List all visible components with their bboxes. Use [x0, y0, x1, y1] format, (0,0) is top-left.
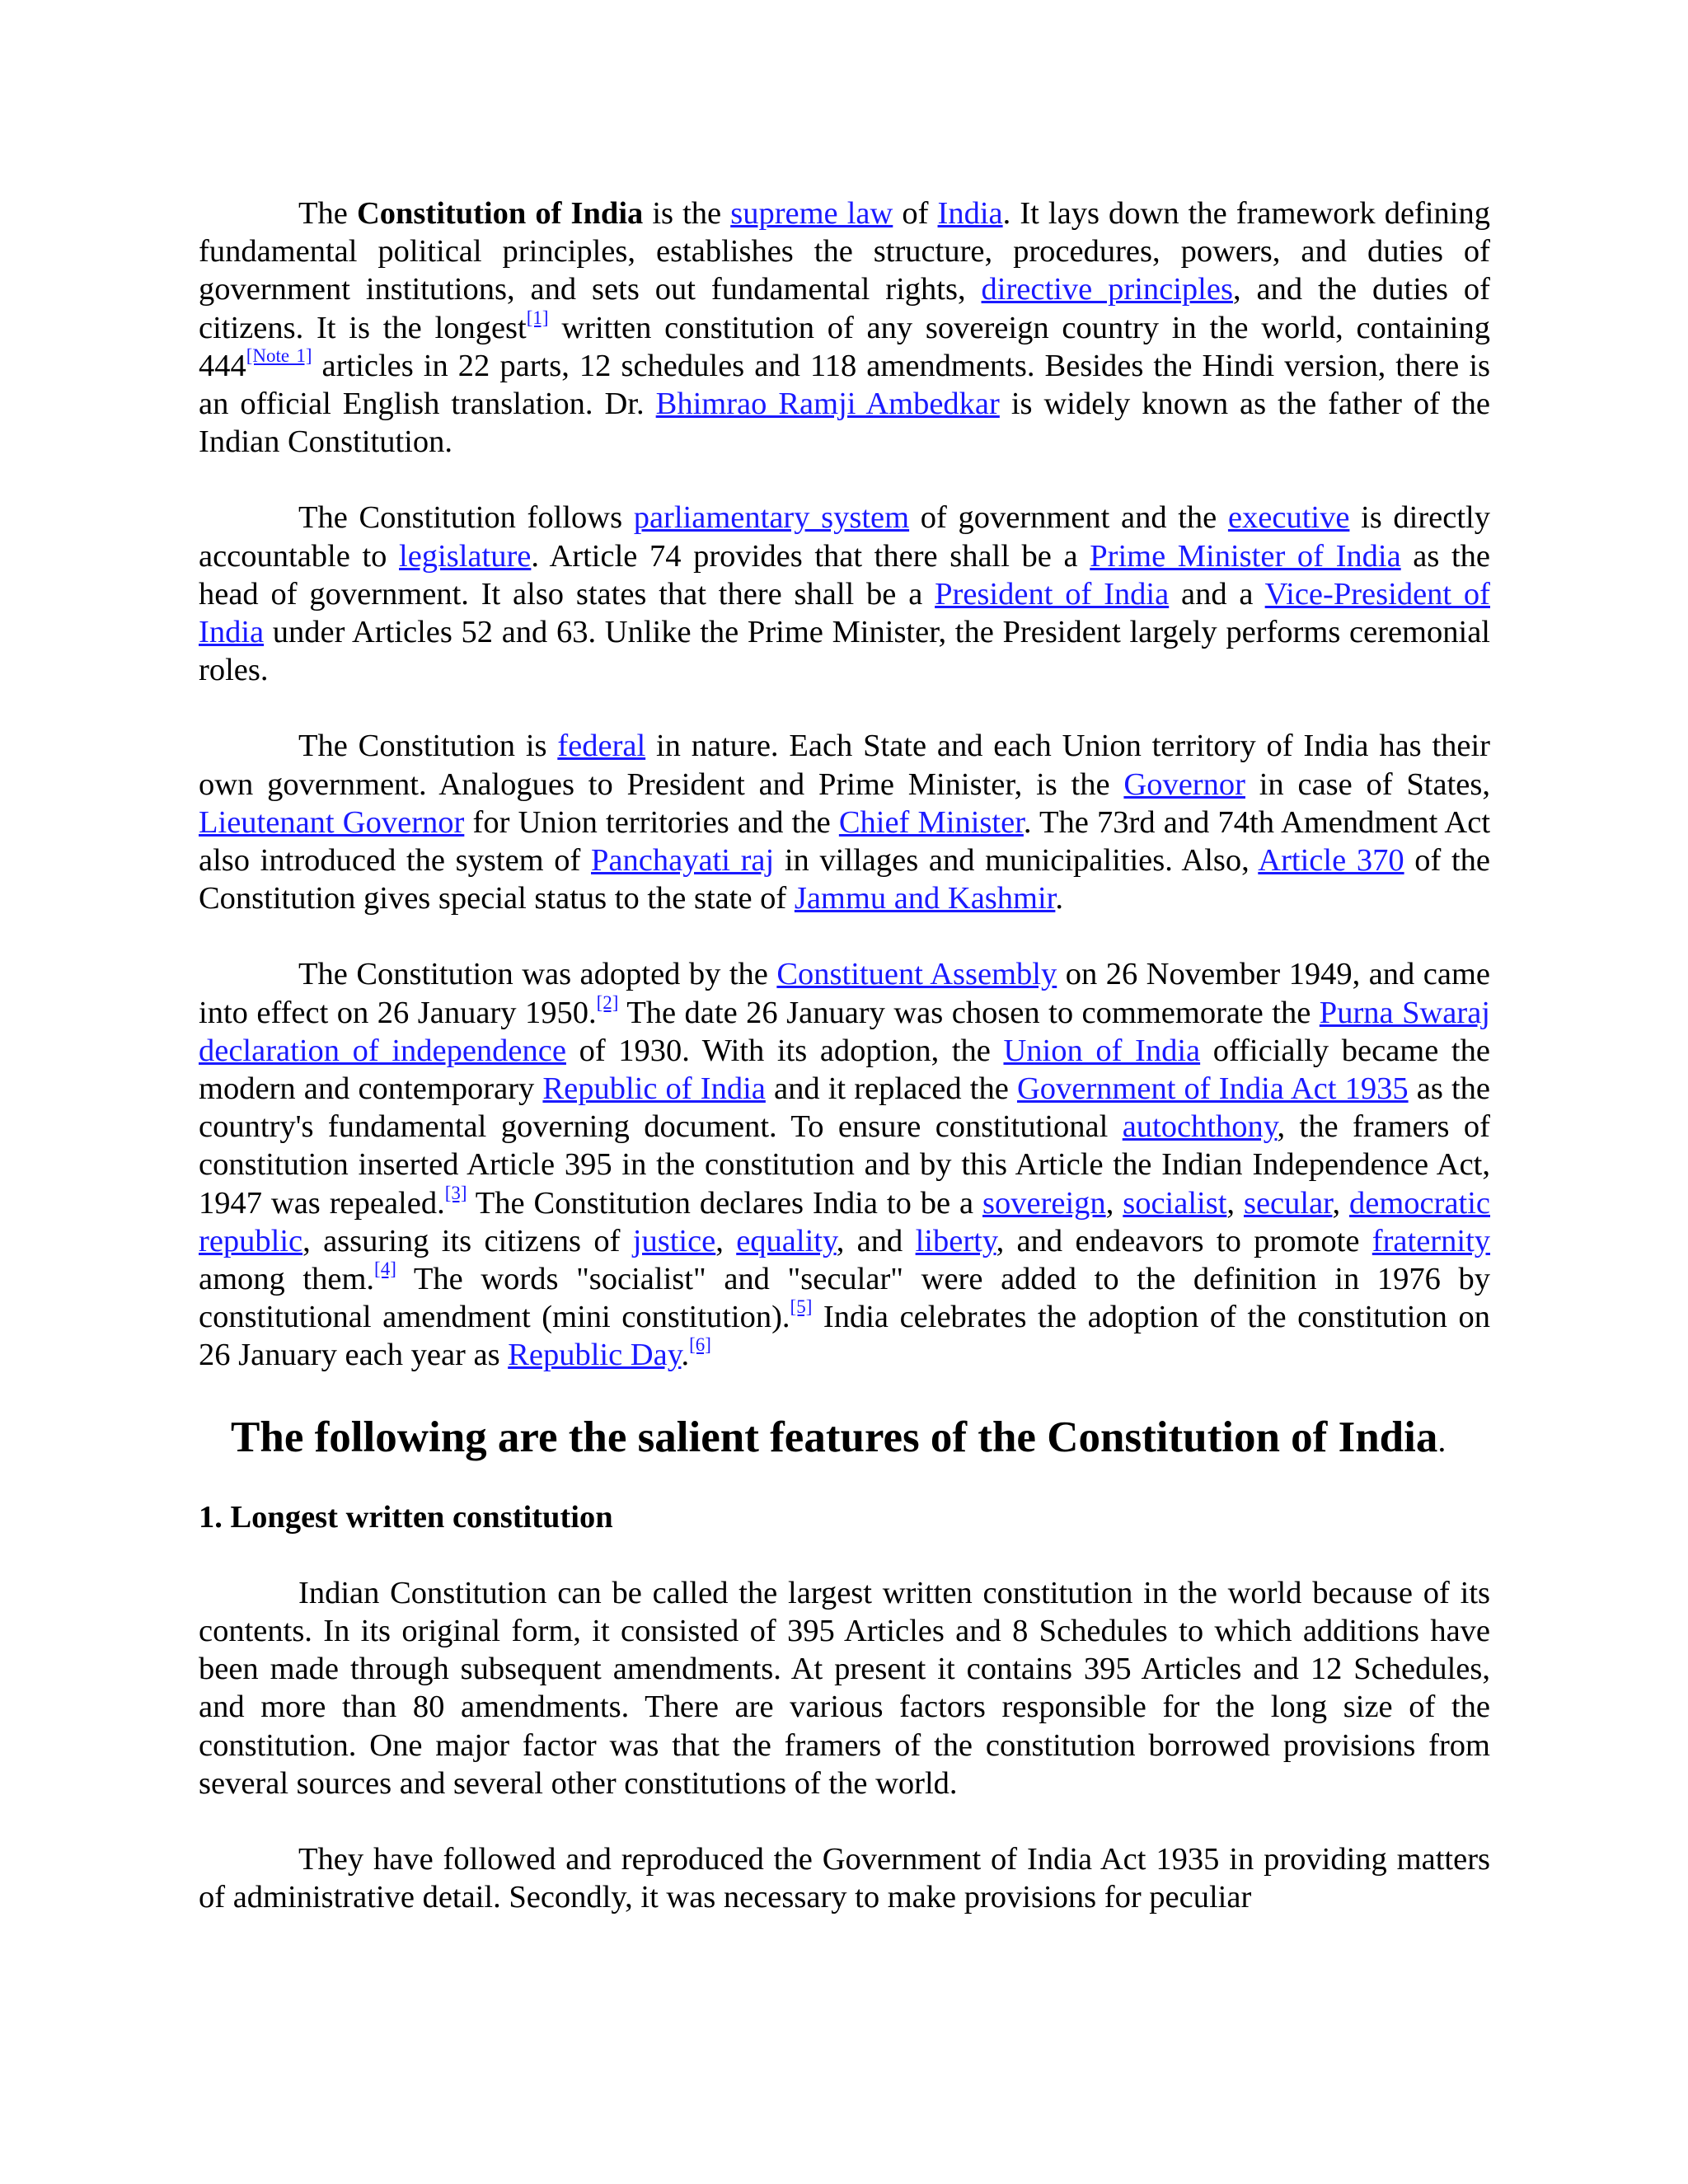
paragraph-adoption: The Constitution was adopted by the Constituent Assembly on 26 November 1949, and came into effect on 26 January 1950.[2] The date 26 January was chosen to commemorate the Purna Swaraj declaration of independence of 1930. With its adoption, the Union of India officially became the modern and contemporary Republic of India and it replaced the Government of India Act 1935 as the country's fundamental governing document. To ensure constitutional autochthony, the framers of constitution inserted Article 395 in the constitution and by this Article the Indian Independence Act, 1947 was repealed.[3] The Constitution declares India to be a sovereign, socialist, secular, democratic republic, assuring its citizens of justice, equality, and liberty, and endeavors to promote fraternity among them.[4] The words "socialist" and "secular" were added to the definition in 1976 by constitutional amendment (mini constitution).[5] India celebrates the adoption of the constitution on 26 January each year as Republic Day.[6]	[199, 957, 1491, 1373]
link-article-370[interactable]: Article 370	[1258, 843, 1404, 879]
link-democratic[interactable]: democratic	[1349, 1185, 1491, 1221]
link-republic-day[interactable]: Republic Day	[508, 1338, 682, 1373]
link-india[interactable]: India	[937, 196, 1003, 231]
paragraph-intro: The Constitution of India is the supreme law of India. It lays down the framework defining fundamental political principles, establishes the structure, procedures, powers, and duties of government institutions, and sets out fundamental rights, directive principles, and the duties of citizens. It is the longest[1] written constitution of any sovereign country in the world, containing 444[Note 1] articles in 22 parts, 12 schedules and 118 amendments. Besides the Hindi version, there is an official English translation. Dr. Bhimrao Ramji Ambedkar is widely known as the father of the Indian Constitution.	[199, 196, 1491, 460]
link-directive-principles[interactable]: directive principles	[981, 272, 1233, 307]
link-autochthony[interactable]: autochthony	[1122, 1109, 1278, 1145]
link-legislature[interactable]: legislature	[399, 538, 532, 574]
link-liberty[interactable]: liberty	[915, 1223, 996, 1258]
link-constituent-assembly[interactable]: Constituent Assembly	[776, 957, 1057, 992]
footnote-6[interactable]: [6]	[689, 1334, 711, 1356]
link-fraternity[interactable]: fraternity	[1372, 1223, 1491, 1258]
document-body	[199, 194, 1490, 1916]
link-chief-minister[interactable]: Chief Minister	[838, 804, 1024, 840]
link-jammu-and-kashmir[interactable]: Jammu and Kashmir	[794, 881, 1056, 916]
link-prime-minister-of-india[interactable]: Prime Minister of India	[1090, 538, 1401, 574]
link-supreme-law[interactable]: supreme law	[730, 196, 893, 231]
link-executive[interactable]: executive	[1227, 500, 1350, 536]
link-union-of-india[interactable]: Union of India	[1003, 1033, 1201, 1068]
link-republic[interactable]: republic	[199, 1223, 303, 1258]
link-purna-swaraj[interactable]: Purna Swaraj declaration of independence	[199, 995, 1490, 1068]
link-panchayati-raj[interactable]: Panchayati raj	[591, 843, 775, 879]
section-heading-salient-features: The following are the salient features of the Constitution of India.	[231, 1413, 1447, 1461]
link-secular[interactable]: secular	[1243, 1185, 1333, 1221]
link-president-of-india[interactable]: President of India	[935, 576, 1170, 612]
footnote-2[interactable]: [2]	[596, 991, 619, 1013]
link-republic-of-india[interactable]: Republic of India	[542, 1071, 766, 1107]
term-constitution-of-india: Constitution of India	[356, 196, 644, 231]
subheading-longest-written-constitution: 1. Longest written constitution	[199, 1499, 613, 1535]
link-bhimrao-ramji-ambedkar[interactable]: Bhimrao Ramji Ambedkar	[655, 387, 1000, 422]
link-government-of-india-act-1935[interactable]: Government of India Act 1935	[1016, 1071, 1409, 1107]
link-equality[interactable]: equality	[736, 1223, 837, 1258]
footnote-note-1[interactable]: [Note 1]	[246, 344, 312, 366]
paragraph-federal: The Constitution is federal in nature. Each State and each Union territory of India has their own government. Analogues to President and Prime Minister, is the Governor in case of States, Lieutenant Governor for Union territories and the Chief Minister. The 73rd and 74th Amendment Act also introduced the system of Panchayati raj in villages and municipalities. Also, Article 370 of the Constitution gives special status to the state of Jammu and Kashmir.	[199, 729, 1491, 916]
link-lieutenant-governor[interactable]: Lieutenant Governor	[199, 804, 465, 840]
link-sovereign[interactable]: sovereign	[982, 1185, 1106, 1221]
link-governor[interactable]: Governor	[1123, 766, 1245, 802]
link-justice[interactable]: justice	[632, 1223, 716, 1258]
paragraph-largest-constitution: Indian Constitution can be called the largest written constitution in the world because of its contents. In its original form, it consisted of 395 Articles and 8 Schedules to which additions have been made through subsequent amendments. At present it contains 395 Articles and 12 Schedules, and more than 80 amendments. There are various factors responsible for the long size of the constitution. One major factor was that the framers of the constitution borrowed provisions from several sources and several other constitutions of the world.	[199, 1575, 1490, 1801]
footnote-1[interactable]: [1]	[526, 307, 549, 328]
paragraph-parliamentary: The Constitution follows parliamentary system of government and the executive is directly accountable to legislature. Article 74 provides that there shall be a Prime Minister of India as the head of government. It also states that there shall be a President of India and a Vice-President of India under Articles 52 and 63. Unlike the Prime Minister, the President largely performs ceremonial roles.	[199, 500, 1491, 688]
link-vice-president-of-india[interactable]: Vice-President of India	[199, 576, 1490, 650]
link-federal[interactable]: federal	[557, 729, 646, 764]
link-socialist[interactable]: socialist	[1123, 1185, 1227, 1221]
footnote-5[interactable]: [5]	[790, 1296, 813, 1318]
footnote-4[interactable]: [4]	[374, 1258, 396, 1280]
link-parliamentary-system[interactable]: parliamentary system	[633, 500, 910, 536]
footnote-3[interactable]: [3]	[444, 1182, 467, 1203]
paragraph-government-of-india-act: They have followed and reproduced the Government of India Act 1935 in providing matters of administrative detail. Secondly, it was necessary to make provisions for peculiar	[199, 1841, 1490, 1915]
